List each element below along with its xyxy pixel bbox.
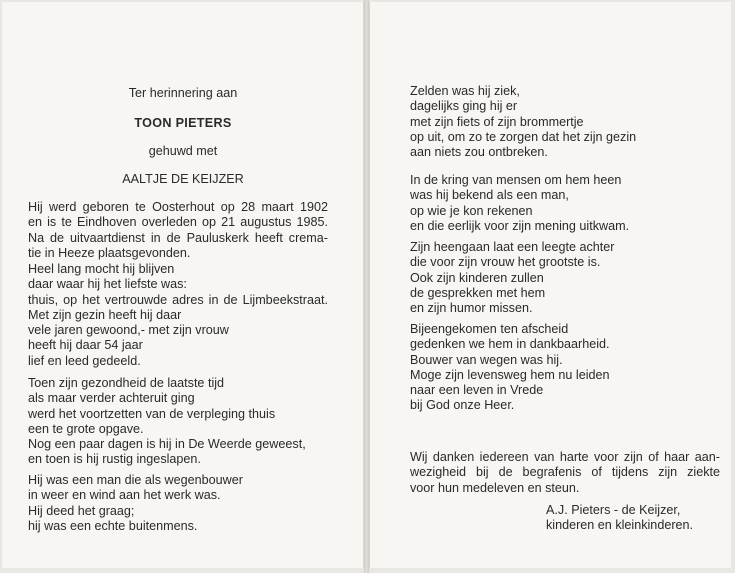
text-line: In de kring van mensen om hem heen bbox=[410, 173, 622, 187]
text-line: hij was een echte buitenmens. bbox=[28, 518, 198, 533]
text-line: lief en leed gedeeld. bbox=[28, 353, 141, 368]
thanks-paragraph bbox=[410, 450, 720, 496]
paragraph-health bbox=[28, 376, 328, 468]
text-line: Toen zijn gezondheid de laatste tijd bbox=[28, 376, 225, 390]
left-page bbox=[2, 2, 364, 568]
stanza-3 bbox=[410, 240, 710, 316]
text-line: op uit, om zo te zorgen dat het zijn gezin bbox=[410, 129, 637, 144]
text-line: en toen is hij rustig ingeslapen. bbox=[28, 452, 201, 467]
text-line: Hij was een man die als wegenbouwer bbox=[28, 473, 243, 487]
text-line: met zijn fiets of zijn brommertje bbox=[410, 114, 584, 129]
text-line: thuis, op het vertrouwde adres in de Lijmbeekstraat. bbox=[28, 292, 328, 307]
signature bbox=[546, 503, 706, 534]
stanza-4 bbox=[410, 322, 710, 414]
text-line: Ook zijn kinderen zullen bbox=[410, 270, 544, 285]
text-line: Moge zijn levensweg hem nu leiden bbox=[410, 367, 610, 382]
text-line: Bijeengekomen ten afscheid bbox=[410, 322, 569, 336]
heading: Ter herinnering aan bbox=[128, 86, 238, 100]
paragraph-birth bbox=[28, 200, 328, 261]
text-line: Met zijn gezin heeft hij daar bbox=[28, 307, 182, 322]
signature-line: kinderen en kleinkinderen. bbox=[546, 518, 694, 533]
text-line: daar waar hij het liefste was: bbox=[28, 277, 187, 292]
married-label: gehuwd met bbox=[148, 144, 218, 158]
text-line: en zijn humor missen. bbox=[410, 301, 533, 316]
text-line: gedenken we hem in dankbaarheid. bbox=[410, 337, 610, 352]
text-line: was hij bekend als een man, bbox=[410, 188, 569, 203]
text-line: en is te Eindhoven overleden op 21 augustus 1985. bbox=[28, 215, 328, 230]
signature-line: A.J. Pieters - de Keijzer, bbox=[546, 503, 681, 517]
text-line: Na de uitvaartdienst in de Pauluskerk heeft crema- bbox=[28, 230, 328, 245]
text-line: dagelijks ging hij er bbox=[410, 99, 518, 114]
text-line: Hij deed het graag; bbox=[28, 503, 135, 518]
text-line: op wie je kon rekenen bbox=[410, 203, 533, 218]
text-line: tie in Heeze plaatsgevonden. bbox=[28, 245, 191, 260]
stanza-1 bbox=[410, 84, 710, 160]
text-line: en die eerlijk voor zijn mening uitkwam. bbox=[410, 218, 630, 233]
paragraph-home bbox=[28, 262, 328, 369]
text-line: Zelden was hij ziek, bbox=[410, 84, 520, 98]
text-line: in weer en wind aan het werk was. bbox=[28, 488, 221, 503]
right-page bbox=[369, 2, 731, 568]
text-line: Wij danken iedereen van harte voor zijn of haar aan- bbox=[410, 450, 720, 464]
text-line: aan niets zou ontbreken. bbox=[410, 145, 548, 160]
text-line: werd het voortzetten van de verpleging thuis bbox=[28, 406, 276, 421]
text-line: heeft hij daar 54 jaar bbox=[28, 338, 143, 353]
text-line: als maar verder achteruit ging bbox=[28, 391, 195, 406]
text-line: Nog een paar dagen is hij in De Weerde geweest, bbox=[28, 437, 306, 452]
stanza-2 bbox=[410, 173, 710, 234]
text-line: wezigheid bij de begrafenis of tijdens zijn ziekte bbox=[410, 465, 720, 480]
spouse-name: AALTJE DE KEIJZER bbox=[122, 172, 244, 186]
text-line: Hij werd geboren te Oosterhout op 28 maart 1902 bbox=[28, 200, 328, 214]
text-line: die voor zijn vrouw het grootste is. bbox=[410, 255, 601, 270]
text-line: de gesprekken met hem bbox=[410, 285, 546, 300]
text-line: voor hun medeleven en steun. bbox=[410, 480, 580, 495]
text-line: naar een leven in Vrede bbox=[410, 383, 544, 398]
text-line: Bouwer van wegen was hij. bbox=[410, 352, 563, 367]
text-line: Zijn heengaan laat een leegte achter bbox=[410, 240, 615, 254]
text-line: een te grote opgave. bbox=[28, 421, 144, 436]
paragraph-work bbox=[28, 473, 328, 534]
text-line: Heel lang mocht hij blijven bbox=[28, 262, 175, 276]
deceased-name: TOON PIETERS bbox=[134, 116, 232, 130]
text-line: vele jaren gewoond,- met zijn vrouw bbox=[28, 323, 229, 338]
text-line: bij God onze Heer. bbox=[410, 398, 515, 413]
